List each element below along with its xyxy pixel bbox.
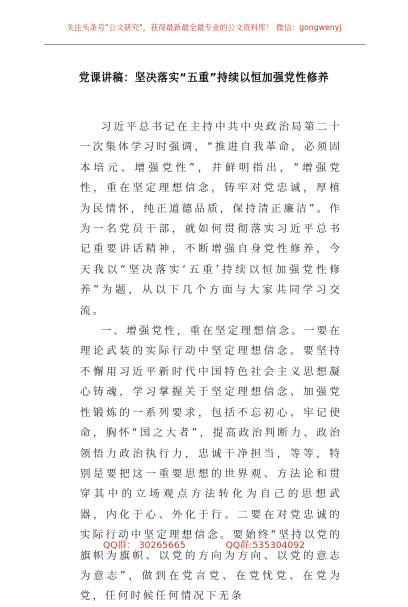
paragraph: 习近平总书记在主持中共中央政治局第二十一次集体学习时强调，“推进自我革命，必须固本培元、增强党性”，并鲜明指出，“增强党性，重在坚定理想信念，铸牢对党忠诚，厚植为民情怀，纯正道德品质，保持清正廉洁”。作为一名党员干部，就如何贯彻落实习近平总书记重要讲话精神，不断增强自身党性修养，今天我以“坚决落实‘五重’持续以恒加强党性修养”为题，从以下几个方面与大家共同学习交流。: [80, 121, 342, 317]
footer: [0, 537, 408, 551]
footer-qq-group-1: QQ群： 30265665: [103, 540, 186, 551]
footer-qq-group-2: QQ群:535304092: [225, 540, 305, 551]
header-banner: 关注头条号"公文研究"，获得最新最全最专业的公文资料库！ 微信：gongwenyj: [66, 23, 342, 32]
paragraph: 一、增强党性，重在坚定理想信念。一要在理论武装的实际行动中坚定理想信念。要坚持不懈用习近平新时代中国特色社会主义思想凝心铸魂，学习掌握关于坚定理想信念、加强党性锻炼的一系列要求，包括不忘初心、牢记使命，胸怀“国之大者”，提高政治判断力、政治领悟力政治执行力，忠诚干净担当，等等，特别是要把这一重要思想的世界观、方法论和贯穿其中的立场观点方法转化为自己的思想武器，内化于心、外化于行。二要在对党忠诚的实际行动中坚定理想信念。要始终“坚持以党的旗帜为旗帜、以党的方向为方向、以党的意志为意志”，做到在党言党、在党忧党、在党为党，任何时候任何情况下无条: [80, 325, 342, 603]
document-body: [80, 117, 342, 607]
document-title: 党课讲稿：坚决落实“五重”持续以恒加强党性修养: [78, 72, 330, 84]
header-divider: [44, 44, 366, 45]
